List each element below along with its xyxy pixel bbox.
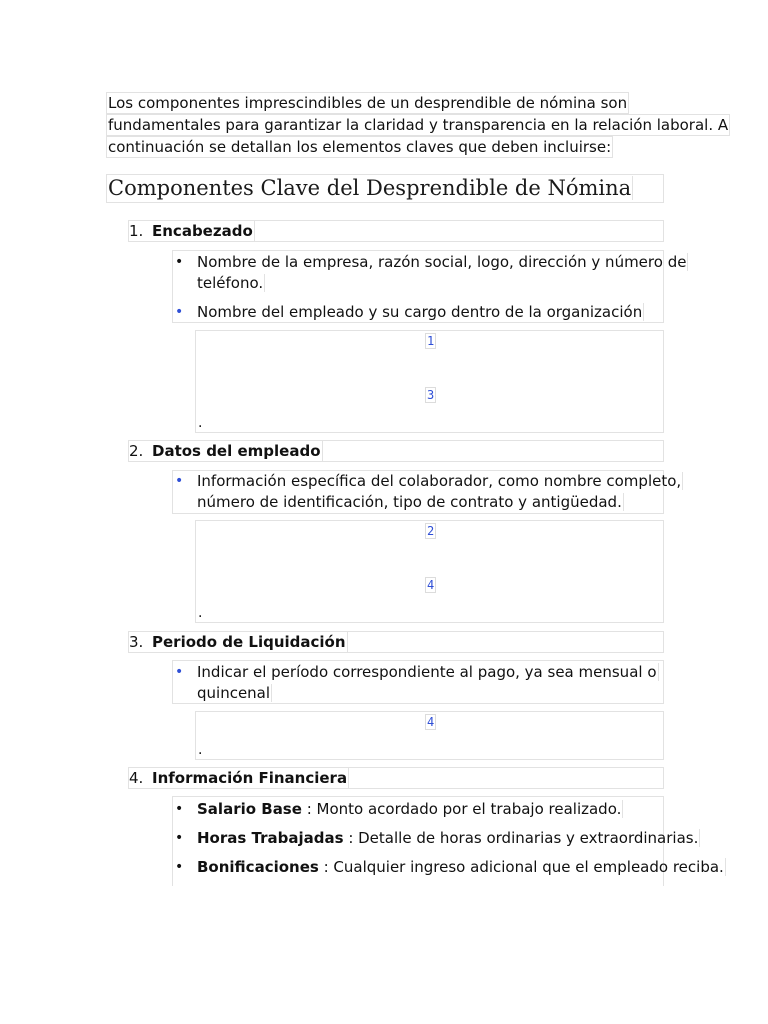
bullet-icon: • bbox=[175, 254, 184, 270]
footnote-reference-block bbox=[195, 520, 664, 623]
footnote-reference-block bbox=[195, 711, 664, 760]
list-item-datos-empleado bbox=[128, 440, 664, 462]
bullet-icon: • bbox=[175, 664, 184, 680]
footnote-ref[interactable]: 3 bbox=[427, 388, 435, 402]
list-number: 1. bbox=[129, 222, 144, 240]
list-number: 4. bbox=[129, 769, 144, 787]
intro-line: fundamentales para garantizar la claridad y transparencia en la relación laboral. A bbox=[108, 116, 729, 134]
list-item-periodo-liquidacion bbox=[128, 631, 664, 653]
period: . bbox=[198, 742, 203, 758]
footnote-ref[interactable]: 2 bbox=[427, 524, 435, 538]
bullet-icon: • bbox=[175, 473, 184, 489]
bullet-icon: • bbox=[175, 830, 184, 846]
footnote-reference-block bbox=[195, 330, 664, 433]
bullet-icon: • bbox=[175, 304, 184, 320]
bullet-list: • Información específica del colaborador, como nombre completo, número de identificación, tipo de contrato y antigüedad. bbox=[172, 470, 664, 514]
intro-line: Los componentes imprescindibles de un desprendible de nómina son bbox=[108, 94, 628, 112]
footnote-ref[interactable]: 4 bbox=[427, 715, 435, 729]
intro-line: continuación se detallan los elementos claves que deben incluirse: bbox=[108, 138, 612, 156]
footnote-ref[interactable]: 1 bbox=[427, 334, 435, 348]
bullet-list: • Nombre de la empresa, razón social, logo, dirección y número de teléfono. • Nombre del empleado y su cargo dentro de la organización bbox=[172, 250, 664, 323]
list-heading: Encabezado bbox=[152, 222, 253, 240]
bullet-list: • Indicar el período correspondiente al pago, ya sea mensual o quincenal bbox=[172, 660, 664, 704]
list-number: 2. bbox=[129, 442, 144, 460]
list-heading: Periodo de Liquidación bbox=[152, 633, 346, 651]
bullet-icon: • bbox=[175, 801, 184, 817]
list-heading: Datos del empleado bbox=[152, 442, 321, 460]
bullet-icon: • bbox=[175, 859, 184, 875]
list-number: 3. bbox=[129, 633, 144, 651]
period: . bbox=[198, 605, 203, 621]
bullet-list: • Salario Base : Monto acordado por el trabajo realizado. • Horas Trabajadas : Detalle de horas ordinarias y extraordinarias. • Bonificaciones : Cualquier ingreso adicional que el empleado reciba. bbox=[172, 796, 664, 886]
period: . bbox=[198, 415, 203, 431]
list-item-informacion-financiera bbox=[128, 767, 664, 789]
section-title: Componentes Clave del Desprendible de Nómina bbox=[106, 174, 664, 203]
list-heading: Información Financiera bbox=[152, 769, 348, 787]
footnote-ref[interactable]: 4 bbox=[427, 578, 435, 592]
list-item-encabezado bbox=[128, 220, 664, 242]
